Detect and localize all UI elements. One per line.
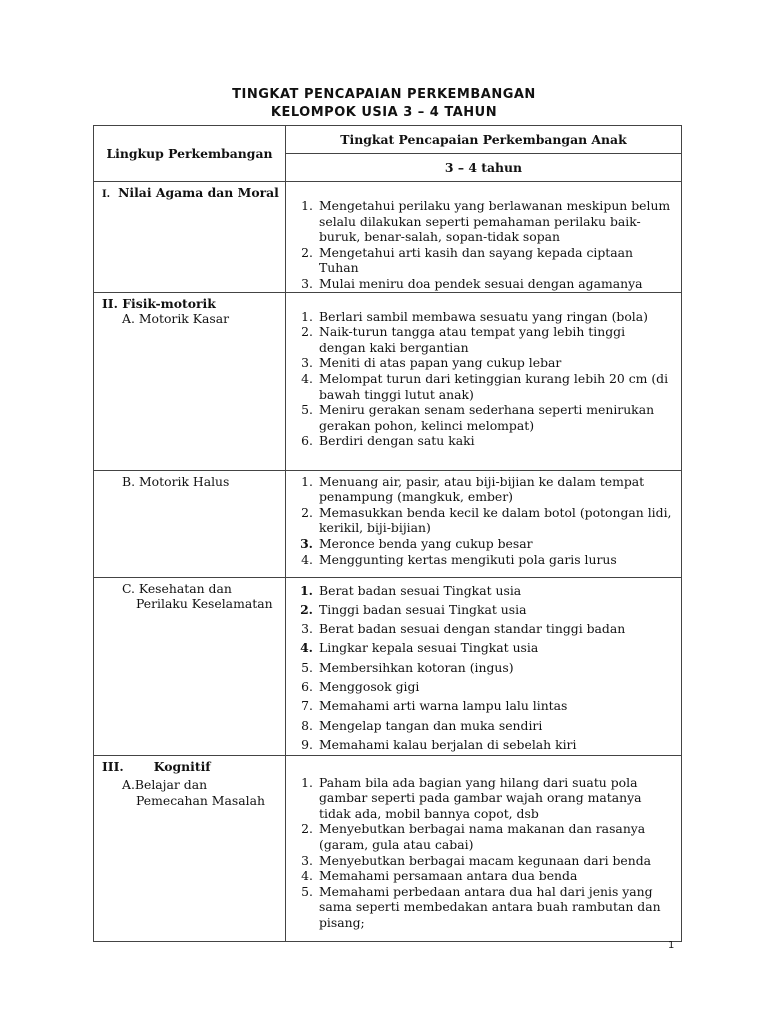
list-item-number: 1. xyxy=(300,582,313,598)
list-item-number: 5. xyxy=(301,659,313,675)
list-item-text: Mengelap tangan dan muka sendiri xyxy=(319,717,543,733)
list-item-number: 4. xyxy=(301,370,313,386)
row-items xyxy=(286,577,682,755)
row-items xyxy=(286,292,682,470)
header-achievement: Tingkat Pencapaian Perkembangan Anak xyxy=(286,126,682,154)
list-item-number: 1. xyxy=(301,774,313,790)
list-item-text: Naik-turun tangga atau tempat yang lebih tinggi dengan kaki bergantian xyxy=(319,324,626,355)
list-item-number: 5. xyxy=(301,402,313,418)
list-item xyxy=(286,402,675,433)
list-item xyxy=(286,245,675,276)
list-item-text: Mengetahui arti kasih dan sayang kepada ciptaan Tuhan xyxy=(319,244,634,276)
subsection-label: C. Kesehatan dan xyxy=(122,580,232,596)
table-row xyxy=(94,292,682,470)
list-item-number: 2. xyxy=(301,821,313,837)
list-item-text: Berlari sambil membawa sesuatu yang ringan (bola) xyxy=(319,308,648,324)
item-list xyxy=(286,198,681,292)
list-item xyxy=(286,868,675,884)
list-item-text: Paham bila ada bagian yang hilang dari suatu pola gambar seperti pada gambar wajah orang matanya tidak ada, mobil bannya copot, dsb xyxy=(319,774,642,821)
list-item-number: 1. xyxy=(301,198,313,213)
list-item xyxy=(286,696,675,715)
section-label xyxy=(102,759,279,775)
section-number: III. xyxy=(102,758,124,774)
list-item-number: 3. xyxy=(301,621,313,637)
list-item-text: Mulai meniru doa pendek sesuai dengan agamanya xyxy=(319,275,643,291)
list-item-text: Menggunting kertas mengikuti pola garis lurus xyxy=(319,551,617,567)
development-table xyxy=(93,125,682,942)
list-item xyxy=(286,884,675,931)
list-item-number: 2. xyxy=(301,324,313,340)
list-item-text: Meniti di atas papan yang cukup lebar xyxy=(319,355,562,371)
header-age: 3 – 4 tahun xyxy=(286,154,682,182)
row-label xyxy=(94,755,286,941)
list-item-number: 4. xyxy=(300,640,313,656)
list-item-text: Tinggi badan sesuai Tingkat usia xyxy=(319,601,527,617)
list-item-text: Memahami persamaan antara dua benda xyxy=(319,868,578,884)
section-label: II. Fisik-motorik xyxy=(102,295,216,311)
list-item-number: 6. xyxy=(301,679,313,695)
item-list xyxy=(286,581,681,755)
list-item-number: 7. xyxy=(301,698,313,714)
list-item-text: Menuang air, pasir, atau biji-bijian ke dalam tempat penampung (mangkuk, ember) xyxy=(319,473,645,505)
list-item-text: Membersihkan kotoran (ingus) xyxy=(319,659,514,675)
list-item xyxy=(286,716,675,735)
list-item-text: Berat badan sesuai dengan standar tinggi badan xyxy=(319,621,626,637)
list-item xyxy=(286,581,675,600)
list-item-number: 3. xyxy=(301,852,313,868)
table-row xyxy=(94,577,682,755)
list-item-text: Meronce benda yang cukup besar xyxy=(319,535,533,551)
row-items xyxy=(286,182,682,293)
subsection-label: Pemecahan Masalah xyxy=(136,792,265,808)
table-row xyxy=(94,470,682,577)
table-row xyxy=(94,755,682,941)
header-scope: Lingkup Perkembangan xyxy=(94,126,286,182)
section-number: I. xyxy=(102,189,111,200)
list-item-text: Menyebutkan berbagai nama makanan dan rasanya (garam, gula atau cabai) xyxy=(319,821,646,852)
table-row xyxy=(94,182,682,293)
list-item-number: 2. xyxy=(301,504,313,520)
list-item-text: Memahami perbedaan antara dua hal dari jenis yang sama seperti membedakan antara buah rambutan dan pisang; xyxy=(319,883,661,930)
list-item-text: Menyebutkan berbagai macam kegunaan dari benda xyxy=(319,852,652,868)
list-item xyxy=(286,371,675,402)
list-item-text: Memahami arti warna lampu lalu lintas xyxy=(319,698,568,714)
list-item-number: 9. xyxy=(301,736,313,752)
row-items xyxy=(286,470,682,577)
section-label-text: Kognitif xyxy=(153,758,211,774)
subsection-label: A.Belajar dan xyxy=(122,777,208,793)
list-item-text: Memahami kalau berjalan di sebelah kiri xyxy=(319,736,577,752)
list-item-number: 6. xyxy=(301,433,313,449)
subsection-label: A. Motorik Kasar xyxy=(122,311,230,327)
row-label xyxy=(94,182,286,293)
row-label xyxy=(94,577,286,755)
list-item-number: 1. xyxy=(301,308,313,324)
list-item xyxy=(286,821,675,852)
list-item xyxy=(286,198,675,245)
list-item xyxy=(286,600,675,619)
page-number: 1 xyxy=(668,940,675,951)
list-item-number: 2. xyxy=(301,244,313,260)
list-item-number: 3. xyxy=(301,275,313,291)
row-label xyxy=(94,292,286,470)
subsection-label: B. Motorik Halus xyxy=(122,473,230,489)
row-label xyxy=(94,470,286,577)
row-items xyxy=(286,755,682,941)
list-item xyxy=(286,324,675,355)
list-item-number: 2. xyxy=(300,601,313,617)
item-list xyxy=(286,474,681,568)
section-label: Nilai Agama dan Moral xyxy=(118,185,279,200)
list-item xyxy=(286,619,675,638)
list-item-number: 8. xyxy=(301,717,313,733)
list-item xyxy=(286,505,675,536)
list-item xyxy=(286,276,675,292)
list-item-number: 4. xyxy=(301,551,313,567)
list-item xyxy=(286,638,675,657)
list-item-text: Memasukkan benda kecil ke dalam botol (potongan lidi, kerikil, biji-bijian) xyxy=(319,504,672,536)
list-item xyxy=(286,536,675,552)
item-list xyxy=(286,309,681,449)
list-item-text: Melompat turun dari ketinggian kurang lebih 20 cm (di bawah tinggi lutut anak) xyxy=(319,370,669,402)
list-item-number: 3. xyxy=(300,535,313,551)
list-item xyxy=(286,775,675,822)
list-item-text: Mengetahui perilaku yang berlawanan meskipun belum selalu dilakukan seperti pemahaman perilaku baik-buruk, benar-salah, sopan-tidak sopan xyxy=(319,198,671,245)
list-item-text: Meniru gerakan senam sederhana seperti menirukan gerakan pohon, kelinci melompat) xyxy=(319,402,655,433)
list-item-text: Menggosok gigi xyxy=(319,679,420,695)
list-item-text: Lingkar kepala sesuai Tingkat usia xyxy=(319,640,539,656)
list-item xyxy=(286,735,675,754)
list-item xyxy=(286,474,675,505)
list-item-text: Berdiri dengan satu kaki xyxy=(319,433,475,449)
list-item xyxy=(286,853,675,869)
list-item-number: 4. xyxy=(301,868,313,884)
list-item-number: 5. xyxy=(301,883,313,899)
list-item-number: 1. xyxy=(301,473,313,489)
document-subtitle: KELOMPOK USIA 3 – 4 TAHUN xyxy=(270,105,498,120)
list-item xyxy=(286,355,675,371)
list-item xyxy=(286,552,675,568)
list-item-number: 3. xyxy=(301,355,313,371)
list-item xyxy=(286,433,675,449)
list-item-text: Berat badan sesuai Tingkat usia xyxy=(319,582,522,598)
subsection-label: Perilaku Keselamatan xyxy=(136,596,273,612)
item-list xyxy=(286,775,681,931)
document-title: TINGKAT PENCAPAIAN PERKEMBANGAN xyxy=(232,87,536,102)
list-item xyxy=(286,677,675,696)
list-item xyxy=(286,309,675,325)
list-item xyxy=(286,658,675,677)
